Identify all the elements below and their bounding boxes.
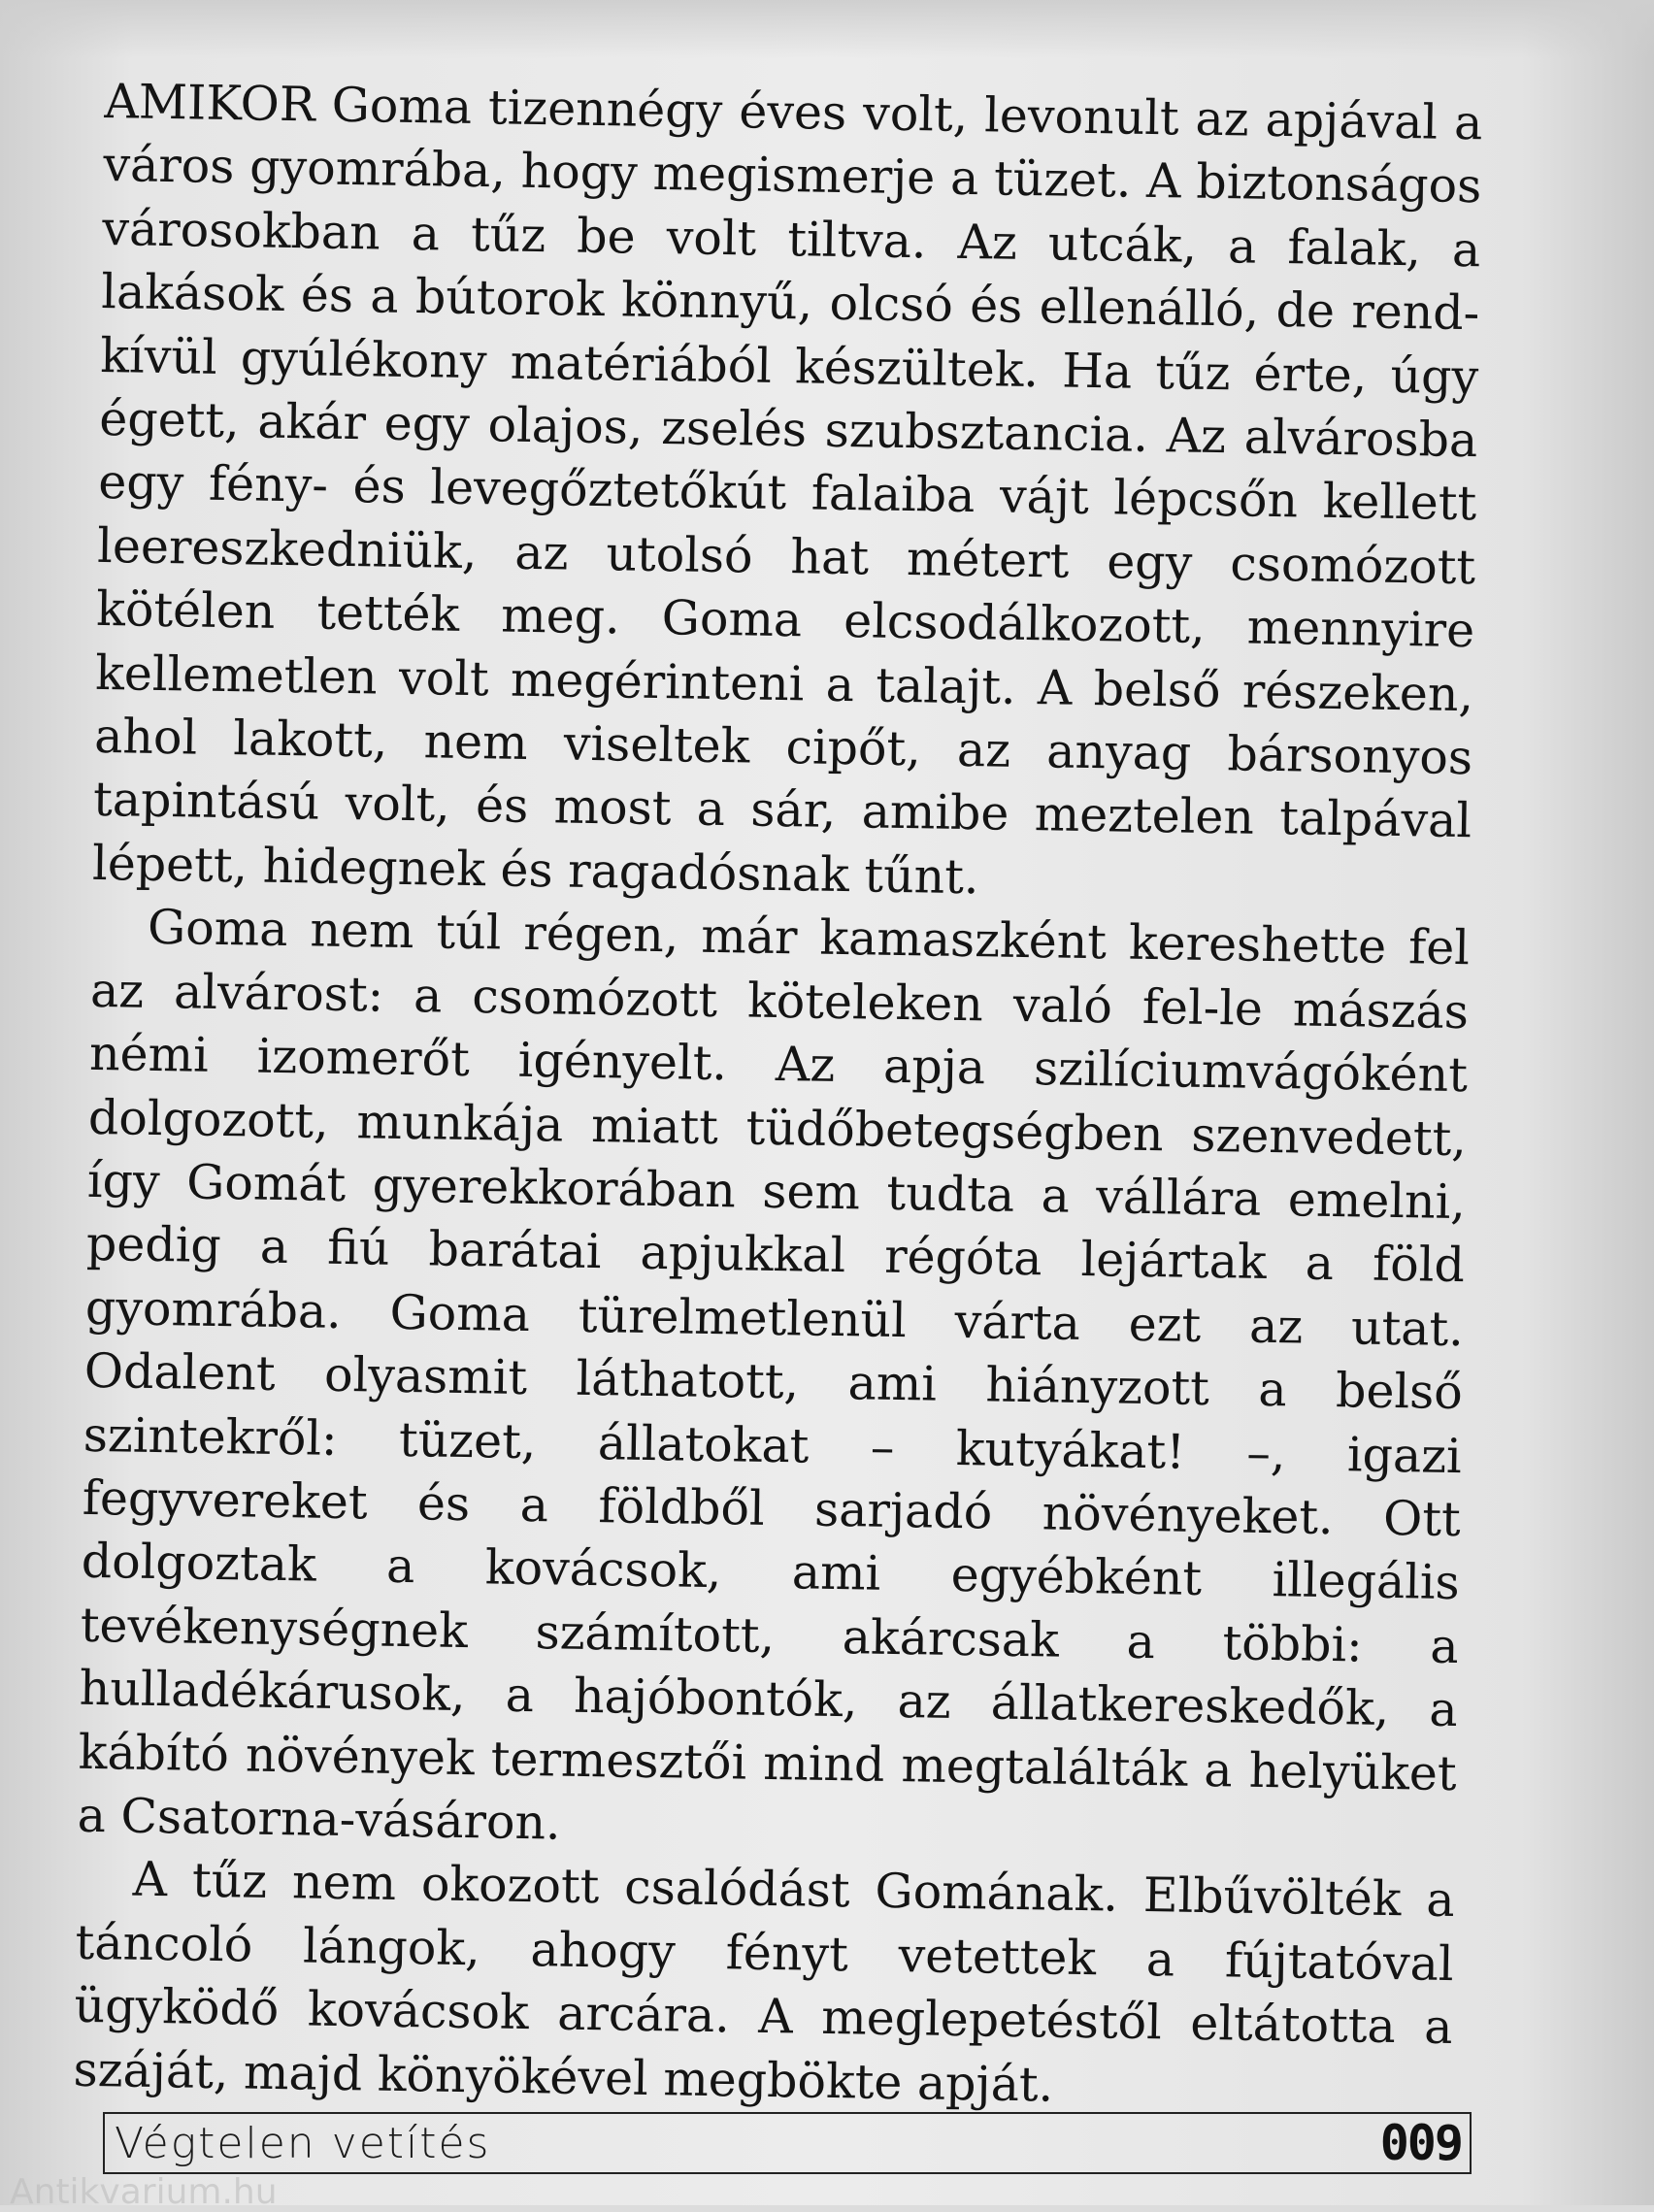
body-text bbox=[73, 70, 1483, 2123]
paragraph-1: AMIKOR Goma tizennégy éves volt, levonult az apjával a város gyomrába, hogy megismerje a tüzet. A biztonságos városokban a tűz be volt tiltva. Az utcák, a falak, a lakások és a bútorok könnyű, olcsó és ellenálló, de rendkívül gyúlékony matériából készültek. Ha tűz érte, úgy égett, akár egy olajos, zselés szubsztancia. Az alvárosba egy fény- és levegőztetőkút falaiba vájt lépcsőn kellett leereszkedniük, az utolsó hat métert egy csomózott kötélen tették meg. Goma elcsodálkozott, mennyire kellemetlen volt megérinteni a talajt. A belső részeken, ahol lakott, nem viseltek cipőt, az anyag bársonyos tapintású volt, és most a sár, amibe meztelen talpával lépett, hidegnek és ragadósnak tűnt. bbox=[91, 73, 1483, 906]
book-title: Végtelen vetítés bbox=[115, 2118, 491, 2168]
previous-page-bleed bbox=[0, 0, 1654, 58]
page-number: 009 bbox=[1379, 2115, 1462, 2171]
watermark: Antikvarium.hu bbox=[10, 2172, 278, 2212]
paragraph-3: A tűz nem okozott csalódást Gomának. Elbűvölték a táncoló lángok, ahogy fényt vetettek a fújtatóval ügyködő kovácsok arcára. A meglepetéstől eltátotta a száját, majd könyökével megbökte apját. bbox=[73, 1852, 1455, 2113]
paragraph-2: Goma nem túl régen, már kamaszként kereshette fel az alvárost: a csomózott köteleken való fel-le mászás némi izomerőt igényelt. Az apja szilíciumvágóként dolgozott, munkája miatt tüdőbetegségben szenvedett, így Gomát gyerekkorában sem tudta a vállára emelni, pedig a fiú barátai apjukkal régóta lejártak a föld gyomrába. Goma türelmetlenül várta ezt az utat. Odalent olyasmit láthatott, ami hiányzott a belső szintekről: tüzet, állatokat – kutyákat! –, igazi fegyvereket és a földből sarjadó növényeket. Ott dolgoztak a kovácsok, ami egyébként illegális tevékenységnek számított, akárcsak a többi: a hulladékárusok, a hajóbontók, az állatkereskedők, a kábító növények termesztői mind megtalálták a helyüket a Csatorna-vásáron. bbox=[77, 900, 1471, 1851]
running-footer bbox=[103, 2112, 1472, 2174]
